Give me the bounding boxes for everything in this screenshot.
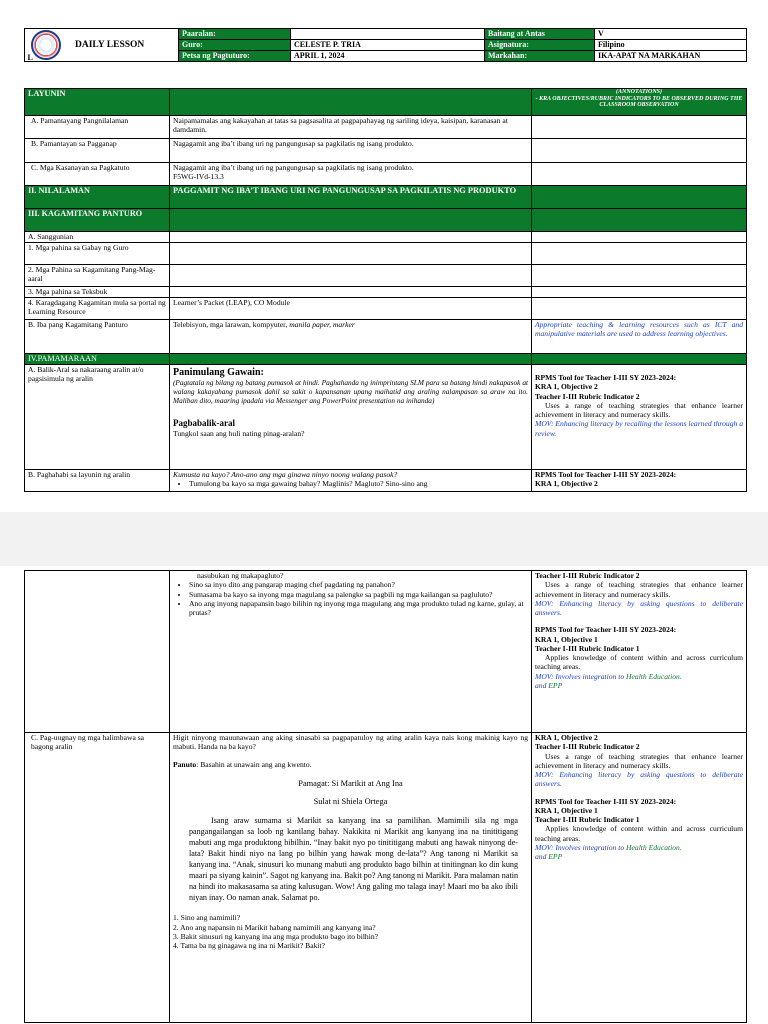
iba-pang-kagamitan-label: B. Iba pang Kagamitang Panturo: [25, 320, 170, 354]
value-asignatura: Filipino: [595, 40, 747, 51]
pag-uugnay-intro: Higit ninyong mauunawaan ang aking sinasabi sa pagpapatuloy ng ating aralin kaya nais kong makinig kayo ng mabuti. Handa na ba kayo?: [173, 733, 528, 752]
header-title-cell: [25, 29, 179, 62]
lesson-table-part-2: [24, 570, 747, 1023]
value-baitang: V: [595, 29, 747, 40]
rubric-indicator-2-c-text: Uses a range of teaching strategies that enhance learner achievement in literacy and numeracy skills.: [535, 751, 743, 770]
pamamaraan-heading: IV.PAMAMARAAN: [25, 354, 170, 365]
balik-aral-content: [170, 365, 532, 470]
rubric-indicator-1-c-text: Applies knowledge of content within and across curriculum teaching areas.: [535, 824, 743, 843]
karagdagang-kagamitan-text: Learner’s Packet (LEAP), CO Module: [170, 298, 532, 320]
gabay-guro-blank: [170, 243, 532, 265]
pag-uugnay-content: [170, 733, 532, 1023]
label-markahan: Markahan:: [485, 51, 595, 62]
label-baitang: Baitang at Antas: [485, 29, 595, 40]
row-text-kasanayan: [170, 163, 532, 186]
label-guro: Guro:: [179, 40, 291, 51]
rubric-indicator-2-p2-text: Uses a range of teaching strategies that enhance learner achievement in literacy and numeracy skills.: [535, 580, 743, 599]
teksbuk-annot: [532, 287, 747, 298]
panuto-line: [173, 760, 528, 769]
continued-label-blank: [25, 571, 170, 733]
pagbabalik-aral-text: Tungkol saan ang huli nating pinag-aralan?: [173, 428, 305, 438]
panuto-text: : Basahin at unawain ang ang kwento.: [196, 759, 312, 769]
label-paaralan: Paaralan:: [179, 29, 291, 40]
gabay-guro-annot: [532, 243, 747, 265]
value-markahan: IKA-APAT NA MARKAHAN: [595, 51, 747, 62]
pag-uugnay-label: C. Pag-uugnay ng mga halimbawa sa bagong aralin: [25, 733, 170, 1023]
health-education-c-text: Health Education.: [626, 842, 682, 852]
kagamitang-mag-aaral-label: 2. Mga Pahina sa Kagamitang Pang-Mag-aaral: [25, 265, 170, 287]
row-label-kasanayan: C. Mga Kasanayan sa Pagkatuto: [25, 163, 170, 186]
rpms-tool-title: RPMS Tool for Teacher I-III SY 2023-2024:: [535, 373, 677, 382]
iba-pang-kagamitan-italic: manila paper, marker: [289, 320, 355, 329]
continued-first-line: nasubukan ng makapagluto?: [197, 571, 284, 580]
list-item: • Ano ang inyong napapansin bago bilihin ng inyong mga magulang ang mga produkto tulad ng karne, gulay, at prutas?: [189, 599, 528, 618]
and-text: and: [535, 680, 549, 690]
and-epp: [535, 681, 743, 690]
continued-content: [170, 571, 532, 733]
rubric-indicator-2-p2: Teacher I-III Rubric Indicator 2: [535, 571, 640, 580]
rubric-indicator-1-text: Applies knowledge of content within and across curriculum teaching areas.: [535, 653, 743, 672]
rubric-indicator-2-c: Teacher I-III Rubric Indicator 2: [535, 742, 640, 752]
list-item: 4. Tama ba ng ginagawa ng ina ni Marikit? Bakit?: [173, 941, 326, 950]
layunin-blank: [170, 89, 532, 116]
iba-pang-kagamitan-annotation: Appropriate teaching & learning resources such as ICT and manipulative materials are used to address learning objectives.: [532, 320, 747, 354]
mov-questions: MOV: Enhancing literacy by asking questions to deliberate answers.: [535, 598, 743, 617]
header-table: [24, 28, 747, 62]
rpms-tool-title-p2: RPMS Tool for Teacher I-III SY 2023-2024:: [535, 625, 677, 635]
nilalaman-annot: [532, 186, 747, 209]
mov-questions-c: MOV: Enhancing literacy by asking questions to deliberate answers.: [535, 770, 743, 789]
story-body: Isang araw sumama si Marikit sa kanyang ina sa pamilihan. Mamimili sila ng mga pangangailangan sa loob ng kanilang bahay. Nakikita ni Marikit ang kanyang ina na tinititigang mabuti ang mga produktong bibilhin. “Inay bakit nyo po tinititigang mabuti ang hawak ninyong de-lata? Bakit hindi niyo na lang po bilhin yang hawak mong de-lata”? Ang tanong ni Marikit sa kanyang ina. “Anak, sinusuri ko munang mabuti ang produkto bago bilhin at tinitingnan ko din kung maari pa siyang kainin”. Sagot ng kanyang ina. Bakit po? Ang tanong ni Marikit. Para malaman natin na hindi ito makasasama sa ating kalusugan. Wow! Ang galing mo talaga inay! Maari mo ba ako ibili niyan inay. Oo naman anak. Salamat po.: [189, 816, 518, 903]
paghahabi-question: Kumusta na kayo? Ano-ano ang mga ginawa ninyo noong walang pasok?: [173, 470, 398, 479]
row-label-pamantayan-pagganap: B. Pamantayan sa Pagganap: [25, 139, 170, 163]
kagamitan-heading: III. KAGAMITANG PANTURO: [25, 209, 170, 232]
kra-objective-2: KRA 1, Objective 2: [535, 382, 598, 392]
label-asignatura: Asignatura:: [485, 40, 595, 51]
pag-uugnay-annotation: [532, 733, 747, 1023]
nilalaman-text: PAGGAMIT NG IBA’T IBANG URI NG PANGUNGUSAP SA PAGKILATIS NG PRODUKTO: [170, 186, 532, 209]
karagdagang-kagamitan-annot: [532, 298, 747, 320]
list-item: • Sumasama ba kayo sa inyong mga magulang sa palengke sa pagbili ng mga kailangan sa pagluluto?: [189, 590, 528, 599]
row-label-pamantayang-pangnilalaman: A. Pamantayang Pangnilalaman: [25, 116, 170, 139]
kra-objective-1: KRA 1, Objective 1: [535, 634, 598, 644]
row-text-pamantayan-pagganap: Nagagamit ang iba’t ibang uri ng pangungusap sa pagkilatis ng isang produkto.: [170, 139, 532, 163]
list-item: 1. Sino ang namimili?: [173, 913, 241, 923]
list-item: 2. Ano ang napansin ni Marikit habang namimili ang kanyang ina?: [173, 922, 376, 932]
sanggunian-annot: [532, 232, 747, 243]
value-paaralan: [291, 29, 485, 40]
continued-annotation: [532, 571, 747, 733]
mov-integration-c-text: MOV: Involves integration to: [535, 842, 627, 852]
kra-objective-1-c: KRA 1, Objective 1: [535, 805, 598, 815]
teksbuk-blank: [170, 287, 532, 298]
story-author: Sulat ni Shiela Ortega: [313, 797, 388, 806]
list-item: 3. Bakit sinusuri ng kanyang ina ang mga produkto bago ito bilhin?: [173, 931, 379, 941]
panuto-label: Panuto: [173, 759, 197, 769]
mov-integration: [535, 672, 743, 681]
page-gap: [0, 512, 768, 566]
rubric-indicator-1-c: Teacher I-III Rubric Indicator 1: [535, 815, 640, 824]
kagamitan-blank: [170, 209, 532, 232]
layunin-heading: LAYUNIN: [25, 89, 170, 116]
continued-bullets: [173, 580, 528, 617]
annot-empty-2: [532, 139, 747, 163]
rpms-tool-title-2: RPMS Tool for Teacher I-III SY 2023-2024:: [535, 470, 677, 479]
kagamitang-mag-aaral-blank: [170, 265, 532, 287]
iba-pang-kagamitan-text: [170, 320, 532, 354]
and-epp-c: [535, 852, 743, 861]
pamamaraan-blank: [170, 354, 532, 365]
balik-aral-label: A. Balik-Aral sa nakaraang aralin at/o pagsisimula ng aralin: [25, 365, 170, 470]
paghahabi-annotation: [532, 470, 747, 492]
sanggunian-label: A. Sanggunian: [25, 232, 170, 243]
value-petsa: APRIL 1, 2024: [291, 51, 485, 62]
label-petsa: Petsa ng Pagtuturo:: [179, 51, 291, 62]
health-education-text: Health Education.: [626, 671, 682, 681]
nilalaman-heading: II. NILALAMAN: [25, 186, 170, 209]
iba-pang-kagamitan-plain: Telebisyon, mga larawan, kompyuter,: [173, 320, 290, 329]
l-letter: L: [27, 52, 33, 62]
row-text-pamantayang-pangnilalaman: Naipamamalas ang kakayahan at tatas sa pagsasalita at pagpapahayag ng sariling ideya, kaisipan, karanasan at damdamin.: [170, 116, 532, 139]
story-title: Pamagat: Si Marikit at Ang Ina: [298, 778, 403, 788]
pamamaraan-annot: [532, 354, 747, 365]
epp-text: EPP: [548, 680, 563, 690]
teksbuk-label: 3. Mga pahina sa Teksbuk: [25, 287, 170, 298]
kra-objective-2-b: KRA 1, Objective 2: [535, 479, 598, 489]
rubric-indicator-2: Teacher I-III Rubric Indicator 2: [535, 391, 640, 401]
epp-c-text: EPP: [548, 852, 563, 861]
list-item: • Sino sa inyo dito ang pangarap maging chef pagdating ng panahon?: [189, 580, 528, 589]
kra-objective-2-c: KRA 1, Objective 2: [535, 733, 598, 742]
kagamitan-annot: [532, 209, 747, 232]
mov-integration-text: MOV: Involves integration to: [535, 671, 627, 681]
daily-lesson-title: DAILY LESSON: [75, 40, 145, 50]
value-guro: CELESTE P. TRIA: [291, 40, 485, 51]
annot-empty-3: [532, 163, 747, 186]
list-item: • Tumulong ba kayo sa mga gawaing bahay? Maglinis? Magluto? Sino-sino ang: [189, 479, 528, 488]
mov-integration-c: [535, 843, 743, 852]
page-two: [0, 566, 768, 1024]
balik-aral-annotation: [532, 365, 747, 470]
gabay-guro-label: 1. Mga pahina sa Gabay ng Guro: [25, 243, 170, 265]
rubric-indicator-1: Teacher I-III Rubric Indicator 1: [535, 643, 640, 653]
mov-recall: MOV: Enhancing literacy by recalling the lessons learned through a review.: [535, 419, 743, 438]
paghahabi-content: [170, 470, 532, 492]
panimulang-gawain-title: Panimulang Gawain:: [173, 367, 264, 378]
and-c-text: and: [535, 852, 549, 861]
kasanayan-code: F5WG-IVd-13.3: [173, 172, 224, 182]
deped-seal-icon: [31, 30, 61, 60]
annotations-heading: (ANNOTATIONS) - KRA OBJECTIVES/RUBRIC INDICATORS TO BE OBSERVED DURING THE CLASSROOM OBSERVATION: [532, 89, 747, 116]
paghahabi-label: B. Paghahabi sa layunin ng aralin: [25, 470, 170, 492]
story-questions: [173, 913, 528, 950]
rubric-indicator-2-text: Uses a range of teaching strategies that enhance learner achievement in literacy and numeracy skills.: [535, 400, 743, 419]
paghahabi-list: [173, 479, 528, 488]
kagamitang-mag-aaral-annot: [532, 265, 747, 287]
kasanayan-text: Nagagamit ang iba’t ibang uri ng pangungusap sa pagkilatis ng isang produkto.: [173, 163, 414, 172]
karagdagang-kagamitan-label: 4. Karagdagang Kagamitan mula sa portal ng Learning Resource: [25, 298, 170, 320]
rpms-tool-title-c: RPMS Tool for Teacher I-III SY 2023-2024:: [535, 796, 677, 806]
lesson-table-part-1: [24, 88, 747, 492]
pagbabalik-aral-title: Pagbabalik-aral: [173, 417, 236, 428]
annot-empty-1: [532, 116, 747, 139]
sanggunian-blank: [170, 232, 532, 243]
panimulang-gawain-text: (Pagtatala ng bilang ng batang pumasok at hindi. Paghahanda ng inimprintang SLM para sa batang hindi nakapasok at walang kakayahang pumasok dahil sa sakit o kapansanan upang maihatid ang araling nalampasan sa araw na ito. Maliban dito, maaring ipadala via Messenger ang PowerPoint presentation na inihanda): [173, 378, 528, 405]
